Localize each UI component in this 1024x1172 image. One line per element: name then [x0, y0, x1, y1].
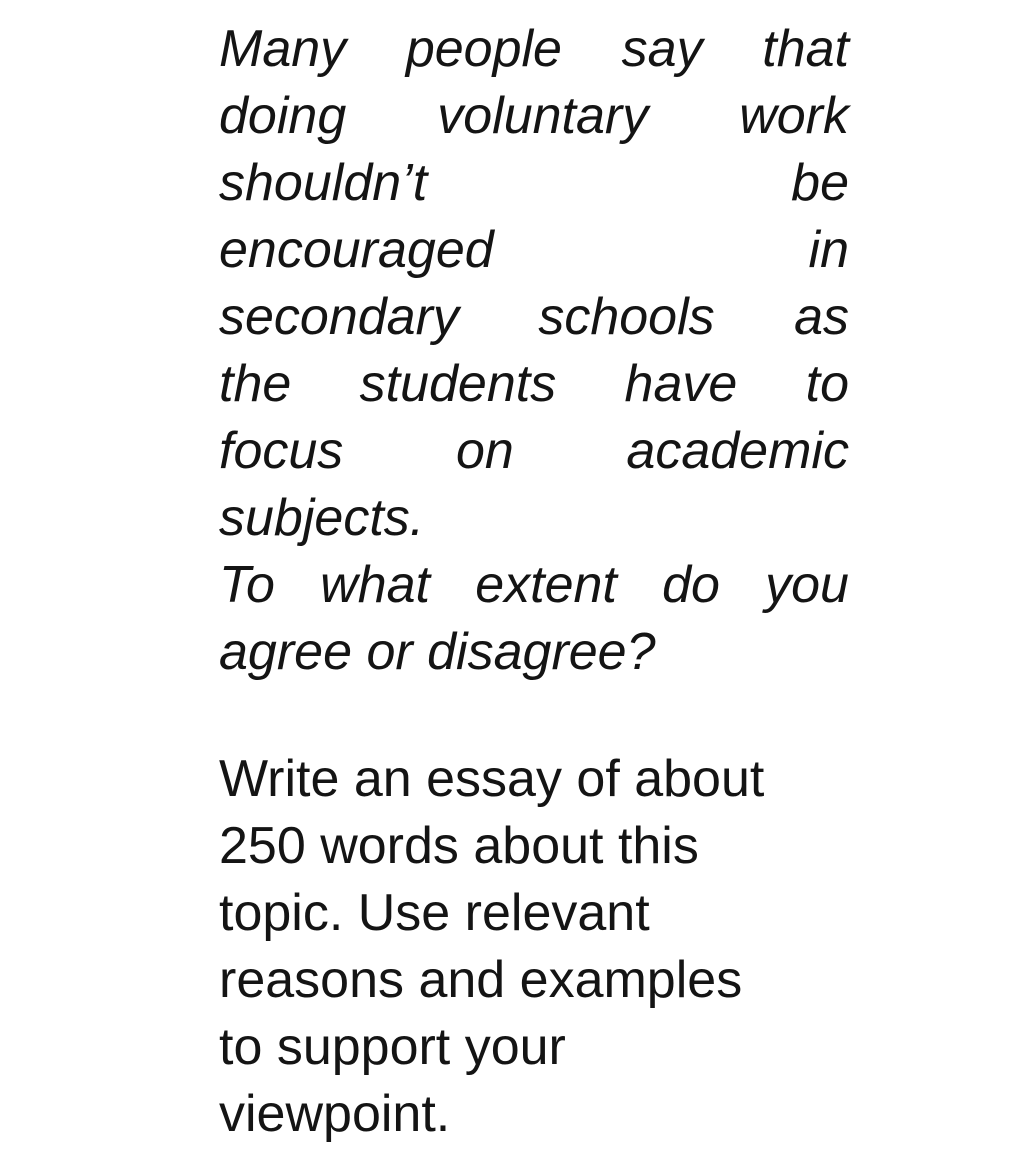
- word: secondary: [219, 288, 459, 346]
- word: say: [621, 20, 703, 78]
- word: shouldn’t: [219, 154, 428, 212]
- instruction-line: reasons and examples: [219, 951, 743, 1009]
- question-line: [219, 619, 849, 686]
- word: people: [405, 20, 562, 78]
- prompt-line: [219, 485, 849, 552]
- word: subjects.: [219, 489, 425, 547]
- instruction-line: 250 words about this: [219, 817, 699, 875]
- word: what: [320, 556, 430, 614]
- word: focus: [219, 422, 344, 480]
- word: encouraged: [219, 221, 494, 279]
- word: in: [808, 221, 849, 279]
- instruction-line: viewpoint.: [219, 1085, 451, 1143]
- word: doing: [219, 87, 347, 145]
- word: that: [762, 20, 849, 78]
- word: agree or disagree?: [219, 623, 656, 681]
- word: to: [805, 355, 849, 413]
- word: voluntary: [437, 87, 649, 145]
- prompt-line: [219, 217, 849, 284]
- word: have: [624, 355, 738, 413]
- instruction-line: topic. Use relevant: [219, 884, 650, 942]
- word: on: [455, 422, 514, 480]
- instruction-line: to support your: [219, 1018, 566, 1076]
- prompt-line: [219, 16, 849, 83]
- word: you: [765, 556, 849, 614]
- essay-instruction: [219, 746, 849, 1148]
- prompt-line: [219, 83, 849, 150]
- prompt-line: [219, 418, 849, 485]
- essay-prompt: [219, 16, 849, 686]
- word: academic: [626, 422, 849, 480]
- instruction-line: Write an essay of about: [219, 750, 765, 808]
- word: work: [739, 87, 849, 145]
- word: do: [662, 556, 720, 614]
- word: To: [219, 556, 275, 614]
- prompt-line: [219, 150, 849, 217]
- word: be: [791, 154, 849, 212]
- word: students: [359, 355, 557, 413]
- word: Many: [219, 20, 347, 78]
- word: as: [794, 288, 849, 346]
- word: the: [219, 355, 292, 413]
- question-line: [219, 552, 849, 619]
- word: extent: [475, 556, 617, 614]
- prompt-line: [219, 284, 849, 351]
- word: schools: [538, 288, 715, 346]
- prompt-line: [219, 351, 849, 418]
